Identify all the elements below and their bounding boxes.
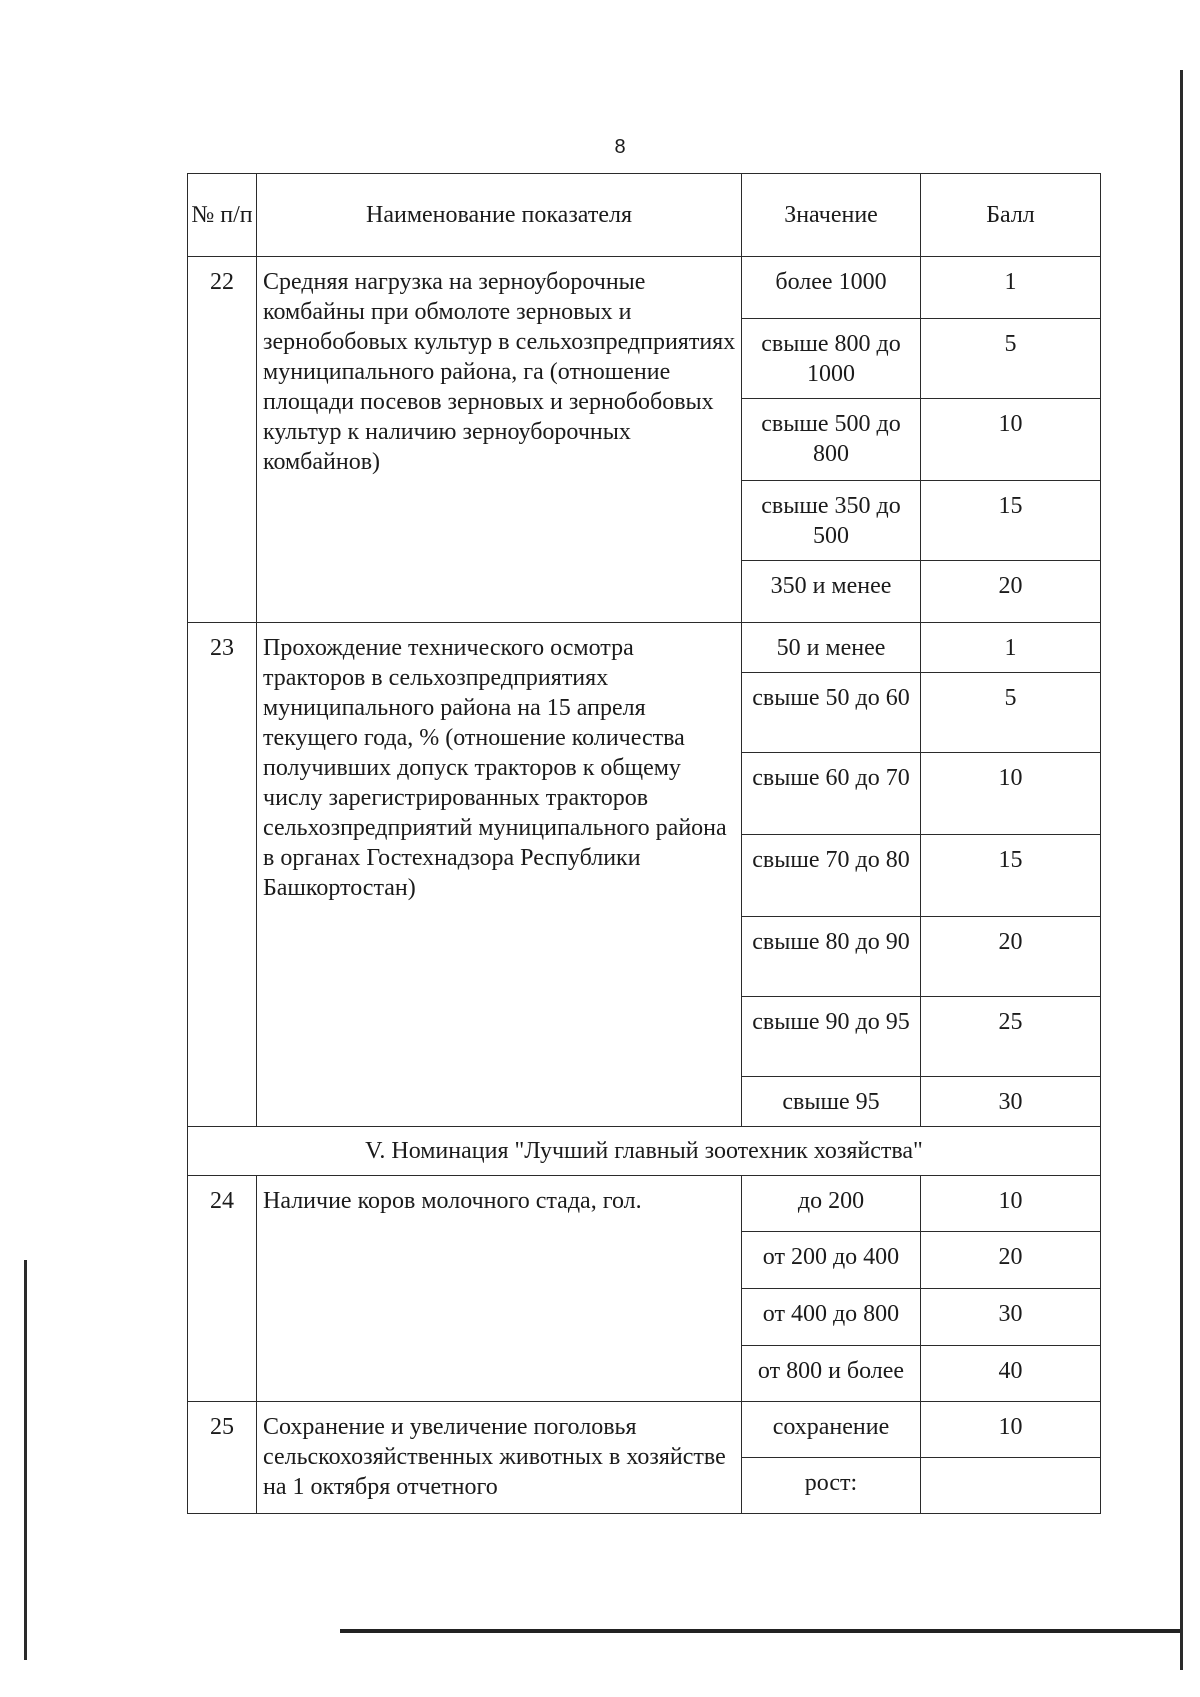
table-header-row (188, 174, 1101, 257)
table-row (188, 257, 1101, 319)
section-row (188, 1127, 1101, 1176)
value-cell: свыше 800 до 1000 (742, 319, 921, 399)
score-cell: 10 (921, 753, 1101, 835)
scan-edge-right (1180, 70, 1183, 1670)
value-cell: сохранение (742, 1402, 921, 1458)
value-cell: свыше 50 до 60 (742, 673, 921, 753)
score-cell: 40 (921, 1346, 1101, 1402)
indicator-name: Сохранение и увеличение поголовья сельскохозяйственных животных в хозяйстве на 1 октября отчетного (257, 1402, 742, 1514)
score-cell: 20 (921, 1232, 1101, 1289)
header-score: Балл (921, 174, 1101, 257)
scan-edge-left (24, 1260, 27, 1660)
score-cell: 1 (921, 623, 1101, 673)
indicator-table (187, 173, 1101, 1514)
score-cell: 5 (921, 319, 1101, 399)
value-cell: свыше 60 до 70 (742, 753, 921, 835)
value-cell: свыше 70 до 80 (742, 835, 921, 917)
value-cell: рост: (742, 1458, 921, 1514)
row-number: 22 (188, 257, 257, 623)
table-row (188, 623, 1101, 673)
score-cell: 5 (921, 673, 1101, 753)
score-cell: 15 (921, 835, 1101, 917)
value-cell: свыше 350 до 500 (742, 481, 921, 561)
row-number: 23 (188, 623, 257, 1127)
page-number: 8 (614, 136, 626, 158)
value-cell: до 200 (742, 1176, 921, 1232)
scan-edge-bottom (340, 1629, 1180, 1633)
value-cell: от 200 до 400 (742, 1232, 921, 1289)
value-cell: свыше 95 (742, 1077, 921, 1127)
row-number: 24 (188, 1176, 257, 1402)
value-cell: свыше 500 до 800 (742, 399, 921, 481)
score-cell (921, 1458, 1101, 1514)
table-row (188, 1402, 1101, 1458)
score-cell: 30 (921, 1077, 1101, 1127)
value-cell: 350 и менее (742, 561, 921, 623)
value-cell: свыше 80 до 90 (742, 917, 921, 997)
header-num: № п/п (188, 174, 257, 257)
value-cell: 50 и менее (742, 623, 921, 673)
score-cell: 1 (921, 257, 1101, 319)
score-cell: 30 (921, 1289, 1101, 1346)
value-cell: от 800 и более (742, 1346, 921, 1402)
header-name: Наименование показателя (257, 174, 742, 257)
indicator-name: Прохождение технического осмотра тракторов в сельхозпредприятиях муниципального района на 15 апреля текущего года, % (отношение количества получивших допуск тракторов к общему числу зарегистрированных тракторов сельхозпредприятий муниципального района в органах Гостехнадзора Республики Башкортостан) (257, 623, 742, 1127)
score-cell: 15 (921, 481, 1101, 561)
value-cell: более 1000 (742, 257, 921, 319)
score-cell: 10 (921, 399, 1101, 481)
header-value: Значение (742, 174, 921, 257)
indicator-name: Наличие коров молочного стада, гол. (257, 1176, 742, 1402)
value-cell: свыше 90 до 95 (742, 997, 921, 1077)
score-cell: 10 (921, 1176, 1101, 1232)
section-title: V. Номинация "Лучший главный зоотехник хозяйства" (188, 1127, 1101, 1176)
score-cell: 20 (921, 917, 1101, 997)
value-cell: от 400 до 800 (742, 1289, 921, 1346)
score-cell: 10 (921, 1402, 1101, 1458)
row-number: 25 (188, 1402, 257, 1514)
score-cell: 25 (921, 997, 1101, 1077)
indicator-name: Средняя нагрузка на зерноуборочные комбайны при обмолоте зерновых и зернобобовых культур в сельхозпредприятиях муниципального района, га (отношение площади посевов зерновых и зернобобовых культур к наличию зерноуборочных комбайнов) (257, 257, 742, 623)
score-cell: 20 (921, 561, 1101, 623)
table-row (188, 1176, 1101, 1232)
